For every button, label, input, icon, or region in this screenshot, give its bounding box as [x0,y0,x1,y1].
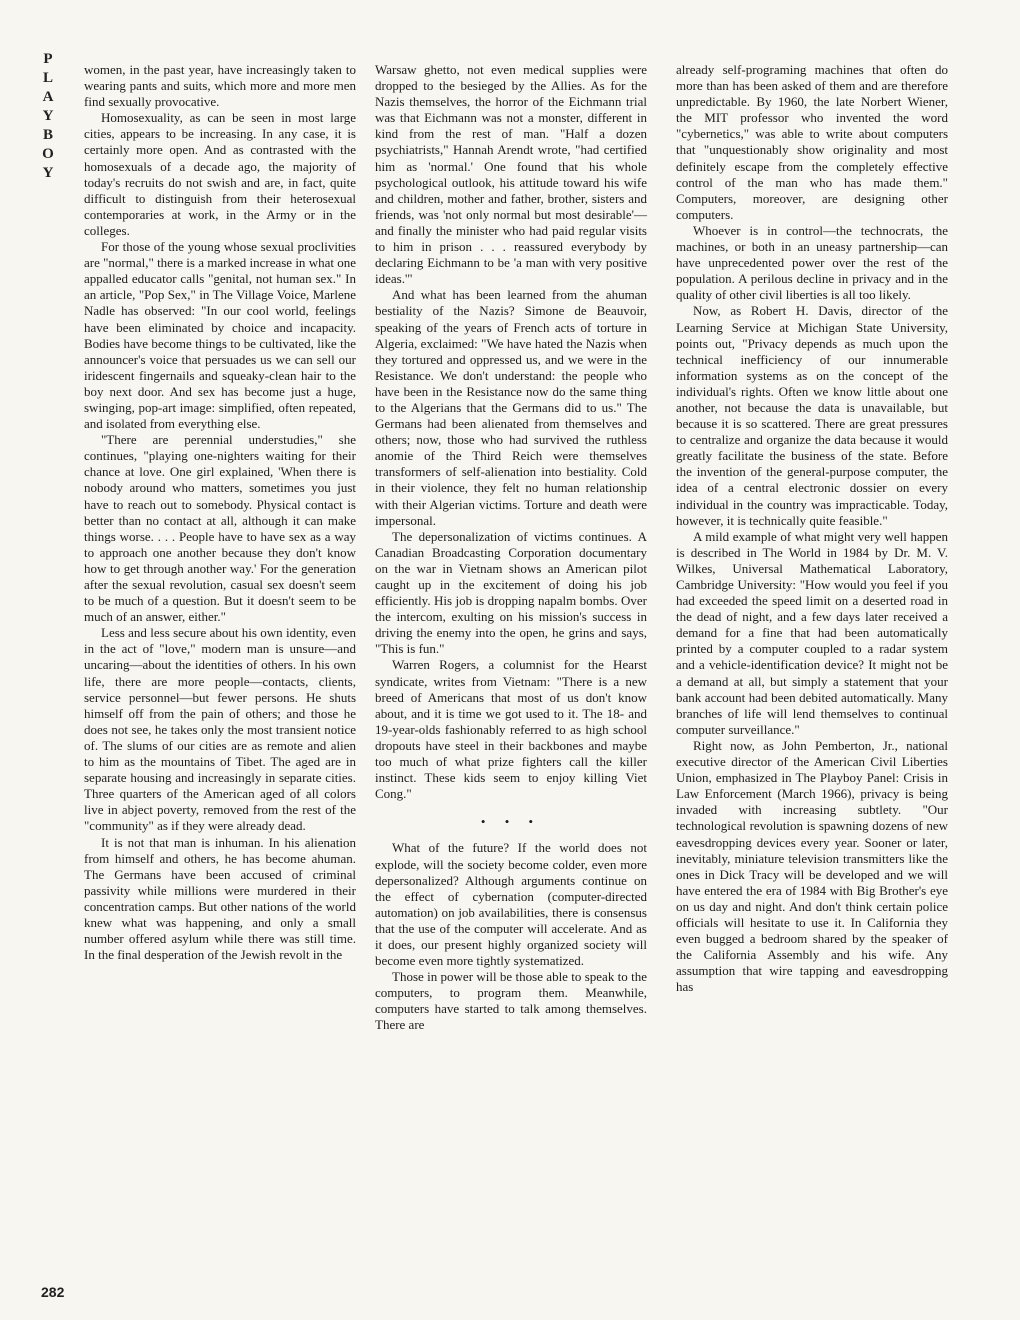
paragraph: A mild example of what might very well happen is described in The World in 1984 by Dr. M. V. Wilkes, Universal Mathematical Laboratory, Cambridge University: "How would you feel if you had exceeded the speed limit on a deserted road in the dead of night, and a few days later received a demand for a fine that had been automatically printed by a computer coupled to a radar system and a vehicle-identification device? It might not be a demand at all, but simply a statement that your bank account had been debited automatically. Many branches of life will lend themselves to continual computer surveillance." [676,528,948,737]
logo-letter: Y [42,108,54,124]
paragraph: The depersonalization of victims continues. A Canadian Broadcasting Corporation documentary on the war in Vietnam shows an American pilot caught up in the excitement of doing his job efficiently. His job is dropping napalm bombs. Over the intercom, exulting on his mission's success in driving the enemy into the open, he grins and says, "This is fun." [375,528,647,657]
paragraph: Warren Rogers, a columnist for the Hearst syndicate, writes from Vietnam: "There is a new breed of Americans that most of us don't know about, and it is time we got used to it. The 18- and 19-year-olds fashionably referred to as high school dropouts have steel in their backbones and maybe too much of what prize fighters call the killer instinct. These kids seem to enjoy killing Viet Cong." [375,657,647,802]
logo-letter: Y [42,165,54,181]
page-number: 282 [41,1284,65,1300]
paragraph: Right now, as John Pemberton, Jr., national executive director of the American Civil Liberties Union, emphasized in The Playboy Panel: Crisis in Law Enforcement (March 1966), privacy is being invaded with increasing subtlety. "Our technological revolution is spawning dozens of new eavesdropping devices every year. Sooner or later, inevitably, miniature television transmitters like the ones in Dick Tracy will be developed and we will have entered the era of 1984 with Big Brother's eye on us day and night. And don't think certain police officials will hesitate to use it. In California they even bugged a bedroom shared by the speaker of the California Assembly and his wife. Any assumption that wire tapping and eavesdropping has [676,737,948,995]
text-column-2 [375,62,647,1034]
paragraph: What of the future? If the world does not explode, will the society become colder, even more depersonalized? Although arguments continue on the effect of cybernation (computer-directed automation) on job availabilities, there is consensus that the use of the computer will accelerate. And as it does, our present highly organized society will become even more tightly systematized. [375,840,647,969]
paragraph: Those in power will be those able to speak to the computers, to program them. Meanwhile, computers have started to talk among themselves. There are [375,969,647,1033]
magazine-name-vertical [36,50,60,183]
paragraph: For those of the young whose sexual proclivities are "normal," there is a marked increase in what one appalled educator calls "genital, not human sex." In an article, "Pop Sex," in The Village Voice, Marlene Nadle has observed: "In our cool world, feelings have been eliminated by choice and incapacity. Bodies have become things to be cultivated, like the announcer's voice that persuades us we can sell our iridescent fingernails and squeaky-clean hair to the boy next door. And sex has become just a huge, swinging, pop-art image: simplified, often repeated, and isolated from everything else. [84,239,356,432]
paragraph: already self-programing machines that often do more than has been asked of them and are therefore unpredictable. By 1960, the late Norbert Wiener, the MIT professor who invented the word "cybernetics," was able to write about computers that "unquestionably show originality and most definitely escape from the completely effective control of the man who has made them." Computers, moreover, are designing other computers. [676,62,948,222]
paragraph: And what has been learned from the ahuman bestiality of the Nazis? Simone de Beauvoir, speaking of the years of French acts of torture in Algeria, exclaimed: "We have hated the Nazis when they tortured and oppressed us, and we were in the Resistance. We don't understand: the people who have been in the Resistance now do the same thing to the Algerians that the Germans did to us." The Germans had been alienated from themselves and others; now, those who had survived the ruthless anomie of the Third Reich were themselves transformers of self-alienation into bestiality. Cold in their violence, they felt no human relationship with their Algerian victims. Torture and death were impersonal. [375,287,647,528]
paragraph: Warsaw ghetto, not even medical supplies were dropped to the besieged by the Allies. As for the Nazis themselves, the horror of the Eichmann trial was that Eichmann was not a monster, different in kind from the rest of man. "Half a dozen psychiatrists," Hannah Arendt wrote, "had certified him as 'normal.' One found that his whole psychological outlook, his attitude toward his wife and children, mother and father, brother, sisters and friends, was 'not only normal but most desirable'—and finally the minister who had paid regular visits to him in prison . . . reassured everybody by declaring Eichmann to be 'a man with very positive ideas.'" [375,62,647,287]
paragraph: Homosexuality, as can be seen in most large cities, appears to be increasing. In any case, it is certainly more open. And as contrasted with the homosexuals of a decade ago, the majority of today's recruits do not swish and are, in fact, quite difficult to distinguish from their heterosexual contemporaries at work, in the Army or in the colleges. [84,110,356,238]
paragraph: It is not that man is inhuman. In his alienation from himself and others, he has become ahuman. The Germans have been accused of criminal passivity while millions were murdered in their concentration camps. But other nations of the world knew what was happening, and only a small number offered asylum while there was still time. In the final desperation of the Jewish revolt in the [84,834,356,963]
paragraph: Whoever is in control—the technocrats, the machines, or both in an uneasy partnership—can have unprecedented power over the rest of the population. A perilous decline in privacy and in the quality of other civil liberties is all too likely. [676,222,948,303]
logo-letter: B [42,127,53,143]
section-break: • • • [480,814,542,830]
paragraph: women, in the past year, have increasingly taken to wearing pants and suits, which more and more men find sexually provocative. [84,62,356,110]
paragraph: "There are perennial understudies," she continues, "playing one-nighters waiting for their chance at love. One girl explained, 'When there is nobody around who matters, sometimes you just have to reach out to somebody. Physical contact is better than no contact at all, although it can make things worse. . . . People have to have sex as a way to approach one another because they don't know how to get through another way.' For the generation after the sexual revolution, casual sex doesn't seem to be much of a question. But it doesn't seem to be much of an answer, either." [84,432,356,625]
text-column-3 [676,62,948,995]
logo-letter: A [42,89,54,105]
logo-letter: O [42,146,54,162]
logo-letter: L [42,70,53,86]
paragraph: Less and less secure about his own identity, even in the act of "love," modern man is unsure—and uncaring—about the identities of others. In his own life, there are more people—contacts, clients, service personnel—but fewer persons. He shuts himself off from the pain of others; and those he does not see, he takes only the most transient notice of. The slums of our cities are as remote and alien to him as the mountains of Tibet. The aged are in separate housing and increasingly in separate cities. Three quarters of the American aged of all colors live in abject poverty, removed from the rest of the "community" as if they were already dead. [84,625,356,834]
text-column-1 [84,62,356,963]
logo-letter: P [43,51,53,67]
paragraph: Now, as Robert H. Davis, director of the Learning Service at Michigan State University, points out, "Privacy depends as much upon the technical inefficiency of our innumerable information systems as on the concept of the individual's rights. Often we know little about one another, not because the data is unavailable, but because it is so scattered. There are great pressures to centralize and organize the data because it would greatly facilitate the business of the state. Before the invention of the general-purpose computer, the idea of a central electronic dossier on every individual in the country was impracticable. Today, however, it is technically quite feasible." [676,303,948,528]
